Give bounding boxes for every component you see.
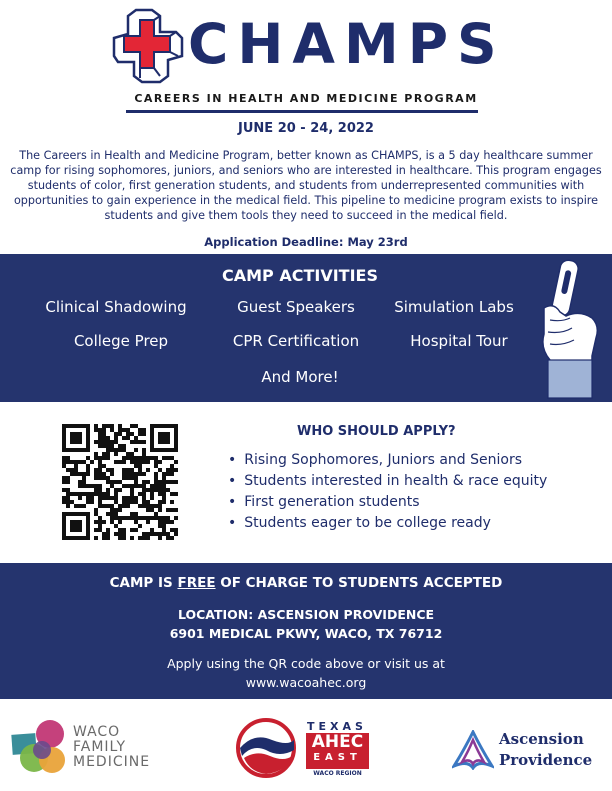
activity-item: And More!: [261, 368, 339, 386]
activities-title: CAMP ACTIVITIES: [222, 266, 378, 285]
providence-text: Providence: [499, 751, 593, 769]
brand-title: CHAMPS: [188, 12, 506, 76]
list-item: • Students interested in health & race equity: [228, 471, 547, 492]
who-should-apply-title: WHO SHOULD APPLY?: [297, 424, 456, 439]
activity-item: Guest Speakers: [237, 298, 355, 316]
texas-ahec-logo: [236, 718, 300, 778]
activity-item: College Prep: [73, 332, 169, 350]
ascension-text: Ascension: [499, 730, 584, 748]
who-should-apply-list: [228, 450, 547, 534]
camp-activities-section: [0, 254, 612, 402]
location-address: 6901 MEDICAL PKWY, WACO, TX 76712: [169, 626, 443, 641]
activity-item: Simulation Labs: [394, 298, 514, 316]
application-deadline: Application Deadline: May 23rd: [204, 235, 408, 249]
free-title: CAMP IS FREE OF CHARGE TO STUDENTS ACCEPTED: [109, 575, 503, 591]
apply-instructions: Apply using the QR code above or visit us at: [167, 656, 445, 671]
activity-item: Clinical Shadowing: [45, 298, 187, 316]
location-name: LOCATION: ASCENSION PROVIDENCE: [177, 607, 435, 622]
list-item: • First generation students: [228, 492, 547, 513]
camp-dates: JUNE 20 - 24, 2022: [238, 121, 374, 136]
medical-cross-icon: [112, 6, 184, 84]
waco-family-medicine-text: WACO FAMILY MEDICINE: [73, 724, 151, 770]
waco-family-medicine-logo: [10, 718, 70, 776]
ahec-texas-text: TEXAS: [307, 720, 367, 733]
activity-item: Hospital Tour: [410, 332, 508, 350]
free-of-charge-section: [0, 563, 612, 699]
website-link[interactable]: www.wacoahec.org: [245, 675, 367, 690]
list-item: • Rising Sophomores, Juniors and Seniors: [228, 450, 547, 471]
header-divider: [126, 110, 478, 113]
intro-paragraph: The Careers in Health and Medicine Program, better known as CHAMPS, is a 5 day healthcare summer camp for rising sophomores, juniors, and seniors who are interested in healthcare. This program engages students of color, first generation students, and students from underrepresented communities with opportunities to gain experience in the medical field. This pipeline to medicine program exists to inspire students and give them tools they need to succeed in the medical field.: [10, 149, 602, 222]
list-item: • Students eager to be college ready: [228, 513, 547, 534]
ascension-logo: [452, 730, 494, 770]
hand-thermometer-icon: [536, 256, 608, 400]
activity-item: CPR Certification: [232, 332, 360, 350]
ahec-region-text: WACO REGION: [313, 770, 362, 777]
brand-subtitle: CAREERS IN HEALTH AND MEDICINE PROGRAM: [134, 92, 478, 105]
ahec-box: AHEC EAST: [306, 733, 369, 769]
qr-code-icon[interactable]: [62, 424, 178, 540]
